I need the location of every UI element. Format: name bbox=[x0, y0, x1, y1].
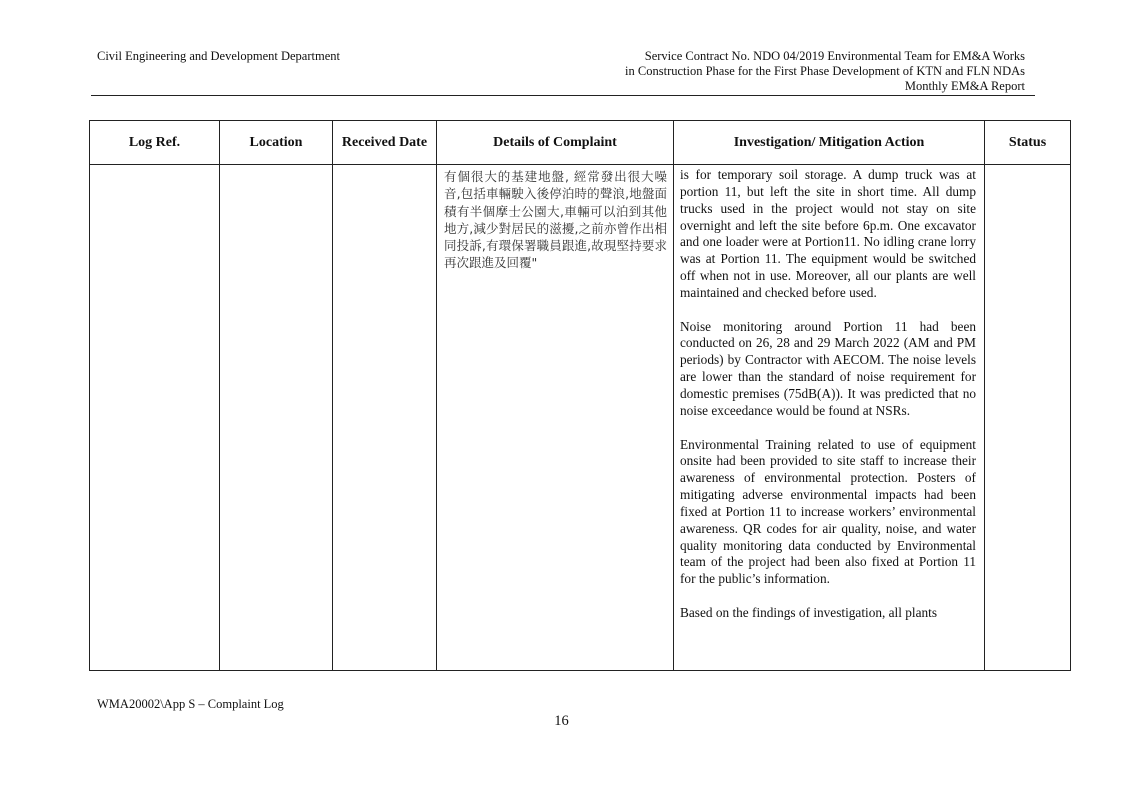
header-department: Civil Engineering and Development Department bbox=[97, 49, 340, 63]
column-header-location: Location bbox=[220, 121, 333, 165]
header-rule bbox=[91, 95, 1035, 96]
cell-status bbox=[985, 165, 1071, 671]
investigation-text bbox=[674, 165, 984, 622]
table-header-row bbox=[90, 121, 1071, 165]
header-contract-line2: in Construction Phase for the First Phase Development of KTN and FLN NDAs bbox=[625, 64, 1025, 78]
cell-log-ref bbox=[90, 165, 220, 671]
column-header-details: Details of Complaint bbox=[437, 121, 674, 165]
column-header-status: Status bbox=[985, 121, 1071, 165]
footer-file-ref: WMA20002\App S – Complaint Log bbox=[97, 697, 284, 711]
cell-investigation bbox=[674, 165, 985, 671]
cell-details bbox=[437, 165, 674, 671]
header-report-title: Monthly EM&A Report bbox=[904, 79, 1025, 93]
complaint-details-text: 有個很大的基建地盤, 經常發出很大噪音,包括車輛駛入後停泊時的聲浪,地盤面積有半個摩士公園大,車輛可以泊到其他地方,減少對居民的滋擾,之前亦曾作出相同投訴,有環保署職員跟進,故現堅持要求再次跟進及回覆" bbox=[444, 169, 667, 271]
investigation-paragraph: Based on the findings of investigation, all plants bbox=[680, 604, 938, 620]
investigation-paragraph: is for temporary soil storage. A dump truck was at portion 11, but left the site in short time. All dump trucks used in the project would not stay on site overnight and left the site before 6p.m. One excavator and one loader were at Portion11. No idling crane lorry was at Portion 11. The equipment would be switched off when not in use. Moreover, all our plants are well maintained and checked before used. bbox=[680, 167, 976, 300]
cell-received-date bbox=[333, 165, 437, 671]
header-contract bbox=[625, 49, 1025, 94]
column-header-investigation: Investigation/ Mitigation Action bbox=[674, 121, 985, 165]
column-header-received-date: Received Date bbox=[333, 121, 437, 165]
investigation-paragraph: Environmental Training related to use of equipment onsite had been provided to site staff to increase their awareness of environmental protection. Posters of mitigating adverse environmental impacts had been fixed at Portion 11 to increase workers’ environmental awareness. QR codes for air quality, noise, and water quality monitoring data conducted by Environmental team of the project had been also fixed at Portion 11 for the public’s information. bbox=[680, 436, 976, 587]
cell-location bbox=[220, 165, 333, 671]
page-number: 16 bbox=[554, 713, 569, 729]
table-row bbox=[90, 165, 1071, 671]
header-contract-line1: Service Contract No. NDO 04/2019 Environmental Team for EM&A Works bbox=[644, 49, 1025, 63]
investigation-paragraph: Noise monitoring around Portion 11 had been conducted on 26, 28 and 29 March 2022 (AM and PM periods) by Contractor with AECOM. The noise levels are lower than the standard of noise requirement for domestic premises (75dB(A)). It was predicted that no noise exceedance would be found at NSRs. bbox=[680, 318, 976, 418]
column-header-log-ref: Log Ref. bbox=[90, 121, 220, 165]
complaint-log-table bbox=[89, 120, 1071, 671]
